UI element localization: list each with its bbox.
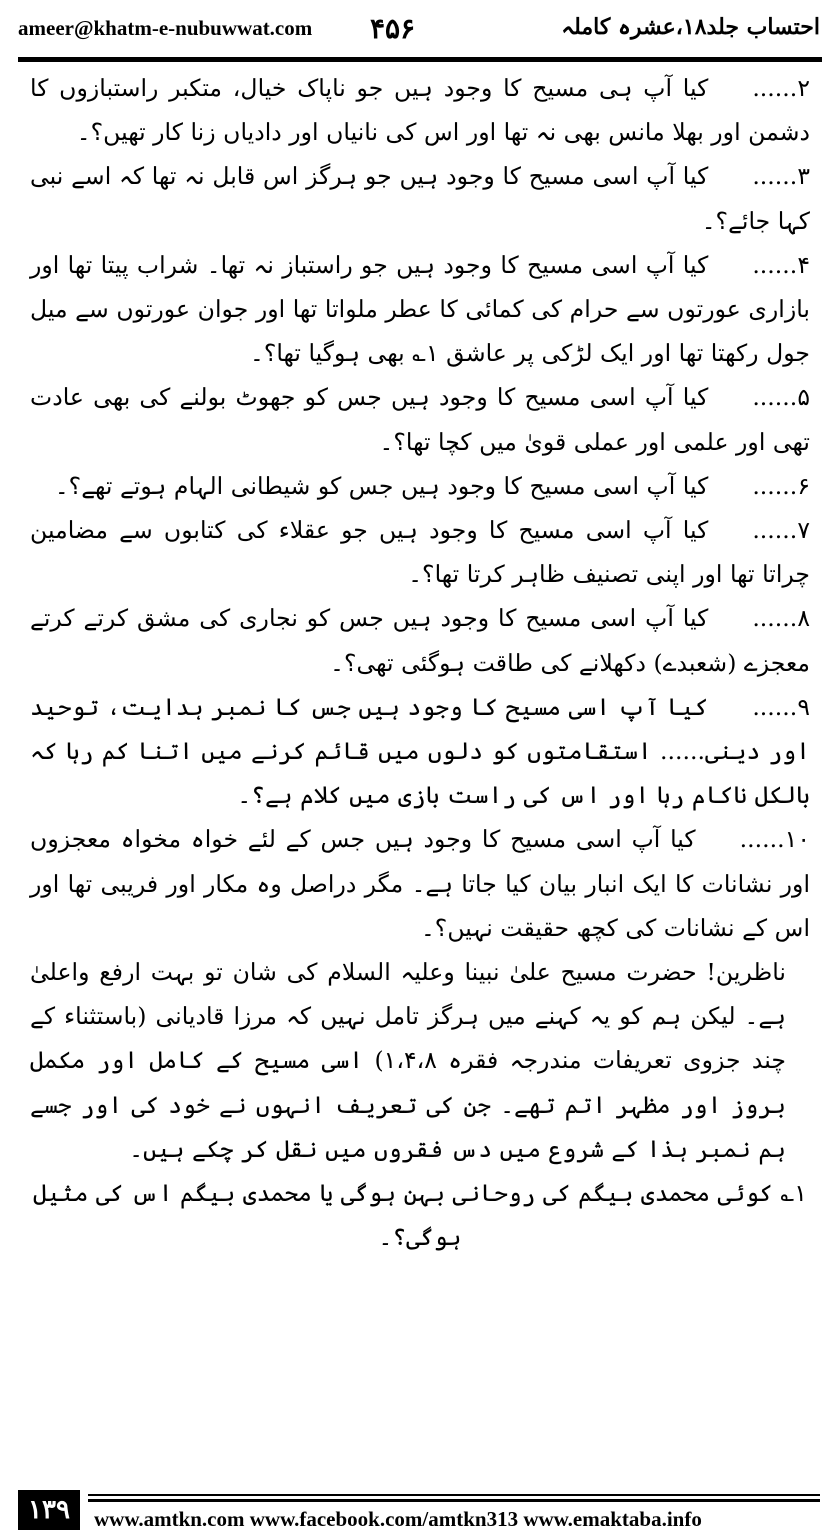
item-text: کیا آپ اسی مسیح کا وجود ہیں جس کے لئے خواہ مخواہ معجزوں اور نشانات کا ایک انبار بیان کیا جاتا ہے۔ مگر دراصل وہ مکار اور فریبی تھا اور اس کے نشانات کی کچھ حقیقت نہیں؟۔ <box>30 825 810 942</box>
item-text: کیا آپ اسی مسیح کا وجود ہیں جس کو شیطانی الہام ہوتے تھے؟۔ <box>54 471 709 500</box>
item-number: ۹...... <box>752 692 810 721</box>
list-item <box>30 154 810 242</box>
list-item <box>30 817 810 950</box>
list-item <box>30 464 810 508</box>
list-item <box>30 685 810 818</box>
footer-urls: www.amtkn.com www.facebook.com/amtkn313 www.emaktaba.info <box>94 1507 702 1531</box>
footer-rule <box>88 1499 820 1502</box>
list-item <box>30 508 810 596</box>
header-email: ameer@khatm-e-nubuwwat.com <box>18 16 313 40</box>
footnote: ۱؎ کوئی محمدی بیگم کی روحانی بہن ہوگی یا محمدی بیگم اس کی مثیل ہوگی؟۔ <box>33 1179 807 1252</box>
list-item <box>30 243 810 376</box>
item-text: کیا آپ ہی مسیح کا وجود ہیں جو ناپاک خیال، متکبر راستبازوں کا دشمن اور بھلا مانس بھی نہ تھا اور اس کی نانیاں اور دادیاں زنا کار تھیں؟۔ <box>30 74 810 147</box>
list-item <box>30 66 810 154</box>
header-rule <box>18 57 822 62</box>
item-number: ۴...... <box>752 250 810 279</box>
item-number: ۲...... <box>752 74 810 102</box>
list-item <box>30 375 810 463</box>
page-body <box>30 66 810 1478</box>
footer-rule <box>88 1494 820 1496</box>
item-text: کیا آپ اسی مسیح کا وجود ہیں جو ہرگز اس قابل نہ تھا کہ اسے نبی کہا جائے؟۔ <box>30 162 810 235</box>
item-number: ۱۰...... <box>739 825 810 854</box>
item-text: کیا آپ اسی مسیح کا وجود ہیں جس کو جھوٹ بولنے کی بھی عادت تھی اور علمی اور عملی قویٰ میں کچا تھا؟۔ <box>30 383 810 456</box>
item-number: ۸...... <box>752 604 810 633</box>
item-text: کیا آپ اسی مسیح کا وجود ہیں جو راستباز نہ تھا۔ شراب پیتا تھا اور بازاری عورتوں سے حرام کی کمائی کا عطر ملواتا تھا اور جوان عورتوں سے میل جول رکھتا تھا اور ایک لڑکی پر عاشق ۱؎ بھی ہوگیا تھا؟۔ <box>30 250 810 368</box>
conclusion-paragraph: ناظرین! حضرت مسیح علیٰ نبینا وعلیہ السلام کی شان تو بہت ارفع واعلیٰ ہے۔ لیکن ہم کو یہ کہنے میں ہرگز تامل نہیں کہ مرزا قادیانی (باستثناء کے چند جزوی تعریفات مندرجہ فقرہ ۱،۴،۸) اسی مسیح کے کامل اور مکمل بروز اور مظہر اتم تھے۔ جن کی تعریف انہوں نے خود کی اور جسے ہم نمبر ہذا کے شروع میں دس فقروں میں نقل کر چکے ہیں۔ <box>30 958 786 1163</box>
item-text: کیا آپ اسی مسیح کا وجود ہیں جس کو نجاری کی مشق کرتے کرتے معجزے (شعبدے) دکھلانے کی طاقت ہوگئی تھی؟۔ <box>30 604 810 677</box>
page-header <box>0 0 840 62</box>
list-item <box>30 596 810 684</box>
footer-page-number: ۱۳۹ <box>18 1490 80 1530</box>
item-text: کیا آپ اسی مسیح کا وجود ہیں جس کا نمبر ہدایت، توحید اور دینی...... استقامتوں کو دلوں میں قائم کرنے میں اتنا کم رہا کہ بالکل ناکام رہا اور اس کی راست بازی میں کلام ہے؟۔ <box>30 692 810 810</box>
page-footer <box>0 1486 840 1540</box>
header-title: احتساب جلد۱۸،عشرہ کاملہ <box>561 14 820 40</box>
item-number: ۶...... <box>752 471 810 500</box>
header-page-number: ۴۵۶ <box>370 12 416 45</box>
item-text: کیا آپ اسی مسیح کا وجود ہیں جو عقلاء کی کتابوں سے مضامین چراتا تھا اور اپنی تصنیف ظاہر کرتا تھا؟۔ <box>30 516 810 589</box>
item-number: ۳...... <box>752 162 810 191</box>
item-number: ۵...... <box>752 383 810 412</box>
item-number: ۷...... <box>752 516 810 545</box>
